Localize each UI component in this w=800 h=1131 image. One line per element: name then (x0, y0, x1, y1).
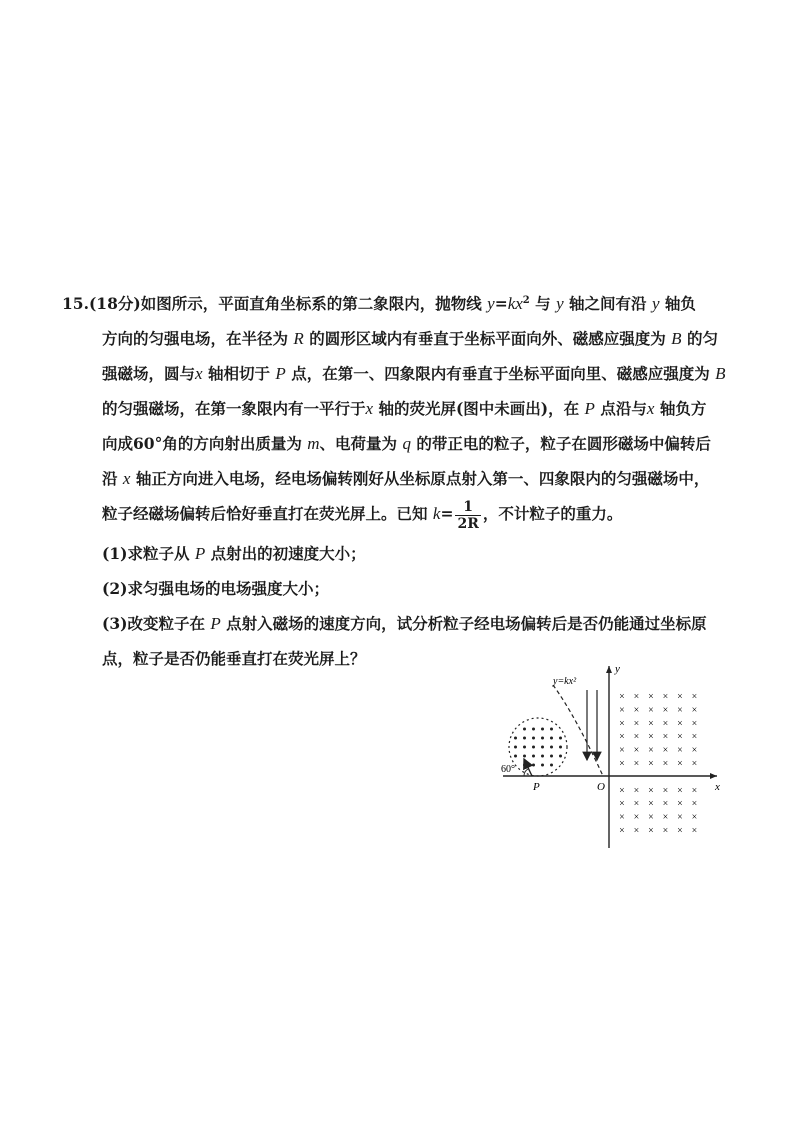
field-cross-icon: × (619, 785, 625, 797)
angle-arc (524, 769, 528, 776)
angle-label: 60° (501, 764, 515, 775)
field-dot-icon (532, 764, 535, 767)
symbol-P: P (194, 543, 206, 563)
field-cross-icon: × (677, 798, 683, 810)
origin-label: O (597, 781, 605, 793)
field-cross-icon: × (648, 718, 654, 730)
circular-field-region (509, 718, 567, 776)
text-segment: 轴负 (664, 294, 696, 313)
symbol-P: P (275, 364, 286, 383)
text-segment: ，不计粒子的重力。 (482, 504, 623, 523)
y-axis-arrow-icon (606, 666, 612, 673)
text-segment: (3)改变粒子在 (102, 613, 205, 633)
field-dot-icon (541, 737, 544, 740)
point-p-label: P (533, 781, 540, 793)
field-cross-icon: × (648, 758, 654, 770)
field-dot-icon (532, 737, 535, 740)
symbol-P: P (210, 613, 221, 633)
text-segment: 的带正电的粒子，粒子在圆形磁场中偏转后 (416, 434, 711, 453)
question-2 (62, 571, 732, 606)
problem-15 (62, 286, 732, 676)
problem-line-7 (62, 496, 732, 532)
field-dot-icon (550, 755, 553, 758)
field-cross-icon: × (633, 691, 640, 703)
field-cross-icon: × (648, 745, 654, 757)
parabola-boundary (553, 685, 603, 776)
field-cross-icon: × (662, 812, 669, 824)
out-of-page-field-dots (514, 728, 562, 767)
text-segment: 的圆形区域内有垂直于坐标平面向外、磁感应强度为 (309, 329, 666, 348)
field-dot-icon (550, 728, 553, 731)
field-cross-icon: × (648, 691, 654, 703)
field-dot-icon (559, 737, 562, 740)
field-cross-icon: × (633, 745, 640, 757)
field-cross-icon: × (633, 718, 640, 730)
field-cross-icon: × (619, 812, 625, 824)
field-cross-icon: × (677, 785, 683, 797)
field-cross-icon: × (633, 758, 640, 770)
field-dot-icon (559, 746, 562, 749)
text-segment: 如图所示，平面直角坐标系的第二象限内，抛物线 (140, 294, 482, 313)
symbol-k: k (432, 504, 441, 523)
fraction-denominator: 2R (457, 515, 479, 532)
problem-line-2 (62, 321, 732, 356)
text-segment: 的匀 (686, 329, 718, 348)
field-cross-icon: × (633, 704, 640, 716)
text-segment: 向成60°角的方向射出质量为 (102, 434, 302, 453)
field-dot-icon (541, 755, 544, 758)
field-cross-icon: × (619, 704, 625, 716)
field-cross-icon: × (619, 745, 625, 757)
problem-score: (18分) (88, 294, 141, 313)
field-cross-icon: × (677, 825, 683, 837)
field-cross-icon: × (662, 731, 669, 743)
symbol-x: x (122, 469, 131, 488)
field-dot-icon (541, 764, 544, 767)
text-segment: 轴的荧光屏(图中未画出)，在 (378, 399, 580, 418)
field-dot-icon (550, 737, 553, 740)
field-dot-icon (532, 746, 535, 749)
field-cross-icon: × (619, 825, 625, 837)
text-segment: 、电荷量为 (319, 434, 398, 453)
text-segment: 方向的匀强电场，在半径为 (102, 329, 289, 348)
field-cross-icon: × (619, 731, 625, 743)
field-cross-icon: × (677, 691, 683, 703)
field-dot-icon (523, 737, 526, 740)
field-dot-icon (514, 737, 517, 740)
text-segment: 轴之间有沿 (569, 294, 647, 313)
field-cross-icon: × (662, 758, 669, 770)
field-cross-icon: × (619, 691, 625, 703)
text-segment: 点射出的初速度大小； (210, 543, 366, 563)
problem-number: 15. (62, 294, 89, 313)
equation-y: y (487, 294, 495, 313)
field-dot-icon (550, 746, 553, 749)
field-dot-icon (541, 728, 544, 731)
field-cross-icon: × (619, 758, 625, 770)
field-cross-icon: × (662, 825, 669, 837)
field-cross-icon: × (633, 731, 640, 743)
x-axis-arrow-icon (710, 773, 717, 779)
text-segment: 与 (535, 294, 551, 313)
field-cross-icon: × (633, 825, 640, 837)
velocity-arrow-icon (524, 759, 532, 776)
field-dot-icon (523, 764, 526, 767)
text-segment: 的匀强磁场，在第一象限内有一平行于 (102, 399, 366, 418)
into-page-field-crosses (619, 692, 697, 837)
question-3-line-1 (62, 606, 732, 641)
fraction-numerator: 1 (455, 499, 480, 516)
field-cross-icon: × (662, 691, 669, 703)
field-cross-icon: × (648, 812, 654, 824)
text-segment: 点射入磁场的速度方向，试分析粒子经电场偏转后是否仍能通过坐标原 (226, 613, 707, 633)
field-cross-icon: × (633, 812, 640, 824)
field-cross-icon: × (648, 704, 654, 716)
problem-line-3 (62, 356, 732, 391)
field-cross-icon: × (662, 798, 669, 810)
symbol-q: q (402, 434, 411, 453)
text-segment: 轴负方 (659, 399, 707, 418)
field-cross-icon: × (662, 718, 669, 730)
equation-k: k (507, 294, 516, 313)
figure-svg (495, 660, 730, 860)
field-cross-icon: × (691, 731, 698, 743)
field-dot-icon (532, 755, 535, 758)
field-dot-icon (523, 755, 526, 758)
symbol-y: y (651, 294, 660, 313)
field-dot-icon (559, 755, 562, 758)
text-segment: 强磁场，圆与 (102, 364, 196, 383)
field-dot-icon (541, 746, 544, 749)
symbol-x: x (646, 399, 655, 418)
question-1 (62, 536, 732, 571)
field-dot-icon (532, 728, 535, 731)
text-segment: 粒子经磁场偏转后恰好垂直打在荧光屏上。已知 (102, 504, 428, 523)
field-cross-icon: × (648, 798, 654, 810)
field-cross-icon: × (691, 718, 698, 730)
field-dot-icon (514, 746, 517, 749)
field-dot-icon (523, 746, 526, 749)
field-cross-icon: × (677, 718, 683, 730)
text-segment: 点，粒子是否仍能垂直打在荧光屏上？ (102, 648, 366, 668)
field-cross-icon: × (677, 704, 683, 716)
field-cross-icon: × (677, 731, 683, 743)
text-segment: 沿 (102, 469, 118, 488)
field-cross-icon: × (662, 745, 669, 757)
field-cross-icon: × (677, 758, 683, 770)
symbol-B: B (671, 329, 682, 348)
field-cross-icon: × (633, 798, 640, 810)
field-cross-icon: × (662, 785, 669, 797)
text-segment: (1)求粒子从 (102, 543, 190, 563)
problem-line-6 (62, 461, 732, 496)
field-cross-icon: × (691, 704, 698, 716)
fraction-one-over-2R (455, 499, 480, 532)
symbol-B: B (715, 364, 726, 383)
y-axis-label: y (615, 663, 620, 675)
text-segment: 点沿与 (600, 399, 647, 418)
equation-x: x (515, 294, 523, 313)
field-cross-icon: × (633, 785, 640, 797)
symbol-R: R (293, 329, 304, 348)
field-cross-icon: × (691, 812, 698, 824)
field-dot-icon (550, 764, 553, 767)
field-cross-icon: × (619, 798, 625, 810)
equation-equals: = (494, 294, 508, 313)
equation-equals: = (440, 504, 454, 523)
text-segment: 点，在第一、四象限内有垂直于坐标平面向里、磁感应强度为 (291, 364, 710, 383)
field-cross-icon: × (619, 718, 625, 730)
equation-exponent: 2 (522, 294, 530, 306)
text-segment: (2)求匀强电场的电场强度大小； (102, 578, 329, 598)
field-cross-icon: × (662, 704, 669, 716)
parabola-label: y=kx² (553, 676, 577, 687)
field-cross-icon: × (691, 825, 698, 837)
field-cross-icon: × (648, 731, 654, 743)
x-axis-label: x (715, 781, 720, 793)
field-cross-icon: × (648, 785, 654, 797)
symbol-x: x (195, 364, 203, 383)
field-cross-icon: × (677, 745, 683, 757)
symbol-P: P (584, 399, 595, 418)
text-segment: 轴正方向进入电场，经电场偏转刚好从坐标原点射入第一、四象限内的匀强磁场中， (135, 469, 710, 488)
symbol-x: x (365, 399, 374, 418)
field-cross-icon: × (691, 691, 698, 703)
field-cross-icon: × (691, 758, 698, 770)
field-dot-icon (523, 728, 526, 731)
field-cross-icon: × (691, 798, 698, 810)
field-cross-icon: × (677, 812, 683, 824)
symbol-y: y (556, 294, 564, 313)
problem-line-1 (62, 286, 732, 321)
symbol-m: m (307, 434, 320, 453)
text-segment: 轴相切于 (207, 364, 270, 383)
problem-line-4 (62, 391, 732, 426)
physics-figure (495, 660, 730, 860)
field-cross-icon: × (648, 825, 654, 837)
field-cross-icon: × (691, 745, 698, 757)
field-dot-icon (514, 755, 517, 758)
field-cross-icon: × (691, 785, 698, 797)
problem-line-5 (62, 426, 732, 461)
